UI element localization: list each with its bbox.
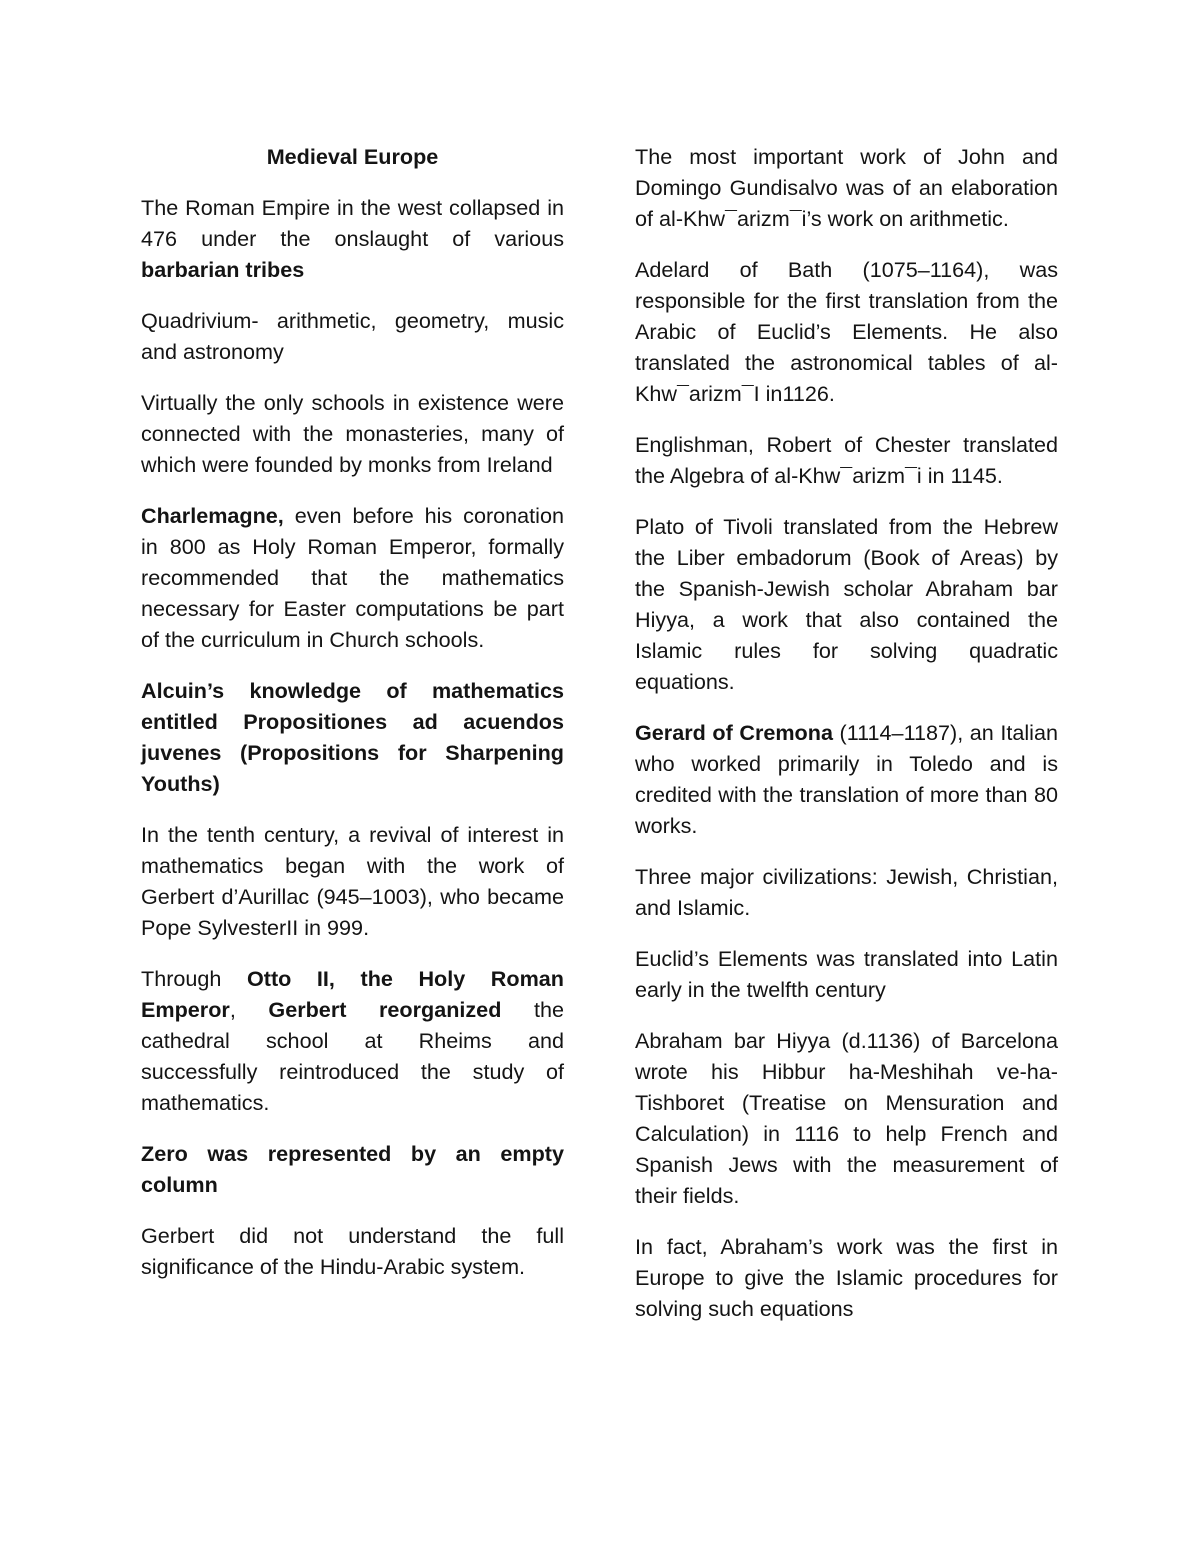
paragraph-text: the cathedral school at Rheims and successfully reintroduced the study of mathematics. [141, 997, 564, 1115]
bold-phrase: Gerbert reorganized [268, 997, 502, 1022]
bold-phrase: Gerard of Cremona [635, 720, 833, 745]
document-title: Medieval Europe [266, 144, 439, 169]
bold-phrase: Otto II, the Holy Roman Emperor [141, 966, 564, 1022]
bold-phrase: Charlemagne, [141, 503, 284, 528]
bold-phrase: barbarian tribes [141, 257, 305, 282]
paragraph-tenth-century: In the tenth century, a revival of interest in mathematics began with the work of Gerbert d’Aurillac (945–1003), who became Pope SylvesterII in 999. [141, 822, 564, 940]
left-column [141, 141, 564, 1302]
paragraph-text: even before his coronation in 800 as Holy Roman Emperor, formally recommended that the mathematics necessary for Easter computations be part of the curriculum in Church schools. [141, 503, 564, 652]
paragraph-alcuin: Alcuin’s knowledge of mathematics entitled Propositiones ad acuendos juvenes (Propositions for Sharpening Youths) [141, 678, 564, 796]
paragraph-adelard: Adelard of Bath (1075–1164), was responsible for the first translation from the Arabic of Euclid’s Elements. He also translated the astronomical tables of al-Khw¯arizm¯I in1126. [635, 257, 1058, 406]
paragraph-zero: Zero was represented by an empty column [141, 1141, 564, 1197]
paragraph-in-fact: In fact, Abraham’s work was the first in Europe to give the Islamic procedures for solving such equations [635, 1234, 1058, 1321]
paragraph-text: (1114–1187), an Italian who worked primarily in Toledo and is credited with the translation of more than 80 works. [635, 720, 1058, 838]
paragraph-text: Through [141, 966, 247, 991]
paragraph-abraham: Abraham bar Hiyya (d.1136) of Barcelona wrote his Hibbur ha-Meshihah ve-ha-Tishboret (Treatise on Mensuration and Calculation) in 1116 to help French and Spanish Jews with the measurement of their fields. [635, 1028, 1058, 1208]
paragraph-schools: Virtually the only schools in existence were connected with the monasteries, many of which were founded by monks from Ireland [141, 390, 564, 477]
paragraph-john-domingo: The most important work of John and Domingo Gundisalvo was of an elaboration of al-Khw¯arizm¯i’s work on arithmetic. [635, 144, 1058, 231]
paragraph-gerard [635, 717, 1058, 841]
paragraph-civilizations: Three major civilizations: Jewish, Christian, and Islamic. [635, 864, 1058, 920]
paragraph-roman-empire [141, 192, 564, 285]
paragraph-otto [141, 963, 564, 1118]
paragraph-text: , [229, 997, 269, 1022]
right-column [635, 141, 1058, 1344]
paragraph-plato-tivoli: Plato of Tivoli translated from the Hebrew the Liber embadorum (Book of Areas) by the Spanish-Jewish scholar Abraham bar Hiyya, a work that also contained the Islamic rules for solving quadratic equations. [635, 514, 1058, 694]
paragraph-text: The Roman Empire in the west collapsed in 476 under the onslaught of various [141, 195, 564, 251]
paragraph-charlemagne [141, 500, 564, 655]
paragraph-quadrivium: Quadrivium- arithmetic, geometry, music and astronomy [141, 308, 564, 364]
paragraph-gerbert: Gerbert did not understand the full significance of the Hindu-Arabic system. [141, 1223, 564, 1279]
paragraph-robert-chester: Englishman, Robert of Chester translated the Algebra of al-Khw¯arizm¯i in 1145. [635, 432, 1058, 488]
paragraph-euclid: Euclid’s Elements was translated into Latin early in the twelfth century [635, 946, 1058, 1002]
